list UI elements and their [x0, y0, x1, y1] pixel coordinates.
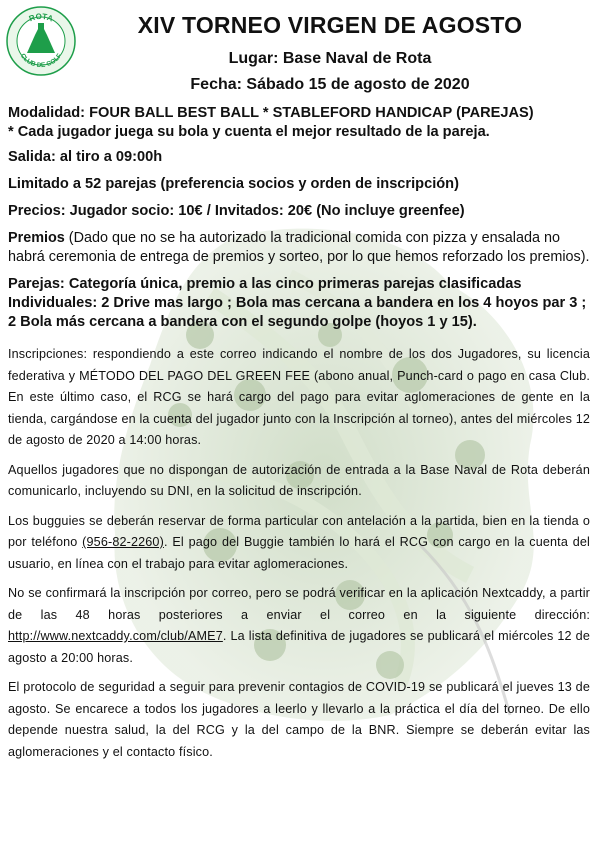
modalidad-section: [8, 104, 590, 142]
logo-bottom-text: CLUB DE GOLF: [18, 52, 64, 70]
protocolo-paragraph: El protocolo de seguridad a seguir para prevenir contagios de COVID-19 se publicará el jueves 13 de agosto. Se encarece a todos los jugadores a leerlo y llevarlo a la práctica el día del torneo. De ello depende nuestra salud, la del RCG y la del campo de la BNR. Siempre se deberán evitar las aglomeraciones y el contacto físico.: [8, 680, 590, 759]
confirmacion-text-start: No se confirmará la inscripción por correo, pero se podrá verificar en la aplicación Nextcaddy, a partir de las 48 horas posteriores a enviar el correo en la siguiente dirección:: [8, 586, 590, 622]
inscripciones-paragraph: Inscripciones: respondiendo a este correo indicando el nombre de los dos Jugadores, su licencia federativa y MÉTODO DEL PAGO DEL GREEN FEE (abono anual, Punch-card o pago en casa Club. En este último caso, el RCG se hará cargo del pago para evitar aglomeraciones de gente en la tienda, cargándose en la cuenta del jugador junto con la Inscripción al torneo), antes del miércoles 12 de agosto de 2020 a 14:00 horas.: [8, 347, 590, 447]
bugguies-text-start: Los bugguies se deberán reservar de forma particular con antelación a la partida, bien en la tienda o por teléfono: [8, 513, 590, 549]
precios-text: Precios: Jugador socio: 10€ / Invitados: 20€ (No incluye greenfee): [8, 203, 465, 219]
prizes-section: [8, 275, 590, 332]
individuales-text: Individuales: 2 Drive mas largo ; Bola mas cercana a bandera en los 4 hoyos par 3 ; 2 Bola más cercana a bandera con el segundo golpe (hoyos 1 y 15).: [8, 295, 587, 330]
autorizacion-paragraph: Aquellos jugadores que no dispongan de autorización de entrada a la Base Naval de Rota deberán comunicarlo, incluyendo su DNI, en la solicitud de inscripción.: [8, 462, 590, 498]
parejas-text: Parejas: Categoría única, premio a las cinco primeras parejas clasificadas: [8, 276, 522, 292]
premios-text: (Dado que no se ha autorizado la tradicional comida con pizza y ensalada no habrá ceremonia de entrega de premios y sorteo, por lo que hemos reforzado los premios).: [8, 230, 590, 265]
phone-link[interactable]: (956-82-2260): [82, 535, 164, 549]
confirmacion-text-end: . La lista definitiva de jugadores se publicará el miércoles 12 de agosto a 20:00 horas.: [8, 629, 590, 665]
premios-label: Premios: [8, 230, 65, 246]
logo-top-text: ROTA: [27, 11, 55, 24]
confirmacion-paragraph: [8, 583, 590, 669]
club-logo: [5, 5, 77, 77]
bugguies-text-end: . El pago del Buggie también lo hará el RCG con cargo en la cuenta del usuario, en línea con el trabajo para evitar aglomeraciones.: [8, 535, 590, 571]
flyer-content: [8, 104, 590, 771]
nextcaddy-link[interactable]: http://www.nextcaddy.com/club/AME7: [8, 629, 223, 643]
venue-line: Lugar: Base Naval de Rota: [228, 50, 432, 67]
date-line: Fecha: Sábado 15 de agosto de 2020: [190, 76, 470, 93]
bugguies-paragraph: [8, 511, 590, 576]
modalidad-note: * Cada jugador juega su bola y cuenta el mejor resultado de la pareja.: [8, 124, 490, 140]
modalidad-text: Modalidad: FOUR BALL BEST BALL * STABLEFORD HANDICAP (PAREJAS): [8, 105, 534, 121]
tournament-title: XIV TORNEO VIRGEN DE AGOSTO: [137, 12, 523, 38]
premios-section: [8, 229, 590, 267]
limitado-text: Limitado a 52 parejas (preferencia socios y orden de inscripción): [8, 176, 459, 192]
salida-text: Salida: al tiro a 09:00h: [8, 149, 163, 165]
